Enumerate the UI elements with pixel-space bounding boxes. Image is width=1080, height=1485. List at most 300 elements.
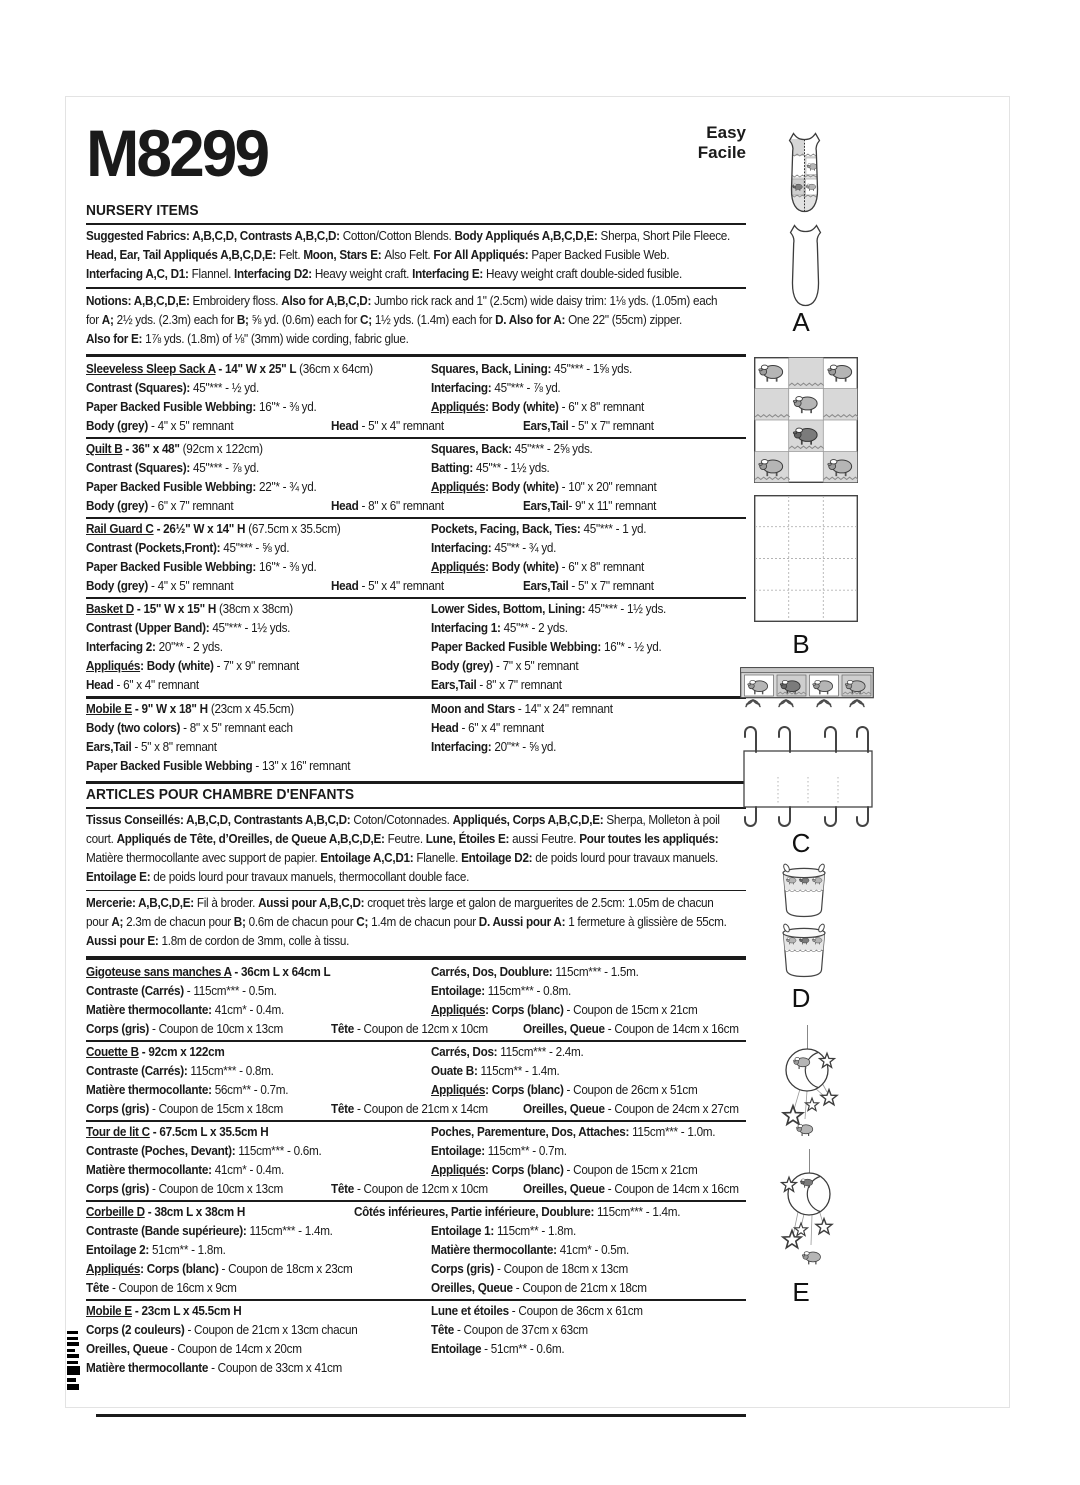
- spec-row: [86, 738, 746, 757]
- text-segment: - 36cm L x 64cm L: [231, 964, 331, 979]
- spec-cell: [431, 459, 724, 478]
- yardage-item-mobile-e: [86, 700, 746, 776]
- text-segment: - 13" x 16" remnant: [252, 758, 351, 773]
- text-segment: 20"** - ⅝ yd.: [494, 739, 557, 754]
- rail-guard-back-illustration: [742, 717, 875, 834]
- text-segment: Matière thermocollante:: [86, 1002, 215, 1017]
- spec-cell: [431, 558, 724, 577]
- text-segment: - 23cm L x 45.5cm H: [131, 1304, 242, 1319]
- text-segment: 45"*** - ½ yd.: [193, 380, 260, 395]
- text-segment: Appliqués: [431, 479, 486, 494]
- text-segment: 115cm** - 1.4m.: [480, 1063, 560, 1078]
- text-segment: Notions: A,B,C,D,E:: [86, 293, 193, 308]
- spec-cell: [86, 539, 407, 558]
- text-segment: - 14" x 24" remnant: [514, 701, 613, 716]
- spec-cell: [431, 1001, 724, 1020]
- text-segment: Contraste (Carrés): [86, 983, 184, 998]
- text-segment: Fil à broder.: [196, 896, 259, 911]
- text-segment: Contrast (Pockets,Front):: [86, 541, 224, 556]
- text-segment: 16"* - ⅜ yd.: [258, 560, 317, 575]
- text-segment: Appliqués de Tête, d’Oreilles, de Queue A,B,C,D,E:: [116, 831, 388, 846]
- text-segment: Body (grey): [431, 659, 494, 674]
- text-segment: 16"* - ⅜ yd.: [258, 399, 317, 414]
- figure-label-d: D: [791, 983, 811, 1013]
- text-segment: : Corps (blanc): [485, 1082, 564, 1097]
- text-segment: - 115cm*** - 0.5m.: [183, 983, 277, 998]
- text-segment: - Coupon de 14cm x 16cm: [604, 1021, 739, 1036]
- spec-cell: [86, 478, 407, 497]
- text-segment: - 6" x 8" remnant: [558, 560, 644, 575]
- text-segment: Paper Backed Fusible Webbing:: [431, 640, 604, 655]
- figure-label-a: A: [792, 307, 810, 337]
- spec-cell: [431, 1062, 724, 1081]
- text-segment: Mobile E: [86, 1304, 132, 1319]
- text-segment: Batting:: [431, 460, 476, 475]
- text-segment: Lower Sides, Bottom, Lining:: [431, 602, 589, 617]
- text-segment: Appliqués: [86, 659, 141, 674]
- spec-row: [86, 398, 746, 417]
- spec-cell: [86, 1142, 407, 1161]
- spec-row: [86, 1001, 746, 1020]
- text-segment: - Coupon de 18cm x 13cm: [494, 1262, 628, 1277]
- text-segment: - Coupon de 37cm x 63cm: [453, 1323, 588, 1338]
- text-segment: (36cm x 64cm): [299, 361, 373, 376]
- spec-cell: [523, 497, 730, 516]
- spec-cell: [86, 700, 407, 719]
- spec-cell: [331, 1100, 510, 1119]
- spec-cell: [331, 577, 510, 596]
- text-segment: - 15" W x 15" H: [133, 602, 220, 617]
- difficulty-badge: [698, 123, 746, 163]
- text-segment: Corps (gris): [431, 1262, 495, 1277]
- text-segment: Matière thermocollante avec support de papier.: [86, 850, 321, 865]
- divider: [86, 437, 746, 439]
- text-segment: - Coupon de 15cm x 21cm: [563, 1162, 698, 1177]
- spec-cell: [86, 417, 314, 436]
- text-segment: Contrast (Squares):: [86, 380, 194, 395]
- spec-cell: [86, 558, 407, 577]
- figure-label-b: B: [792, 629, 810, 659]
- text-segment: Appliqués: [431, 399, 486, 414]
- basket-front-illustration: [780, 863, 828, 924]
- text-segment: Contrast (Squares):: [86, 460, 194, 475]
- text-segment: 45"*** - 1½ yds.: [588, 602, 667, 617]
- text-segment: Entoilage:: [431, 983, 488, 998]
- text-segment: (92cm x 122cm): [182, 441, 263, 456]
- text-segment: Interfacing E:: [412, 267, 487, 281]
- text-segment: Aussi pour A,B,C,D:: [258, 896, 368, 911]
- spec-row: [86, 1302, 746, 1321]
- bottom-rule: [96, 1414, 746, 1416]
- text-segment: Paper Backed Fusible Webbing: [86, 758, 253, 773]
- text-segment: Aussi pour E:: [86, 934, 162, 949]
- spec-cell: [431, 1081, 724, 1100]
- spec-row: [86, 700, 746, 719]
- spec-row: [86, 360, 746, 379]
- text-line: [86, 265, 700, 284]
- pattern-envelope-back-sheet: [65, 96, 1010, 1408]
- text-segment: 22"* - ¾ yd.: [258, 479, 317, 494]
- text-segment: Mercerie: A,B,C,D,E:: [86, 896, 197, 911]
- spec-cell: [86, 1321, 407, 1340]
- divider: [86, 517, 746, 519]
- spec-cell: [431, 719, 724, 738]
- yardage-item-couette-b: [86, 1043, 746, 1119]
- text-segment: 51cm** - 1.8m.: [152, 1243, 226, 1258]
- spec-cell: [86, 1260, 407, 1279]
- french-fabrics-paragraph: [86, 811, 746, 887]
- text-segment: Tête: [331, 1101, 354, 1116]
- text-segment: Ears,Tail: [431, 678, 477, 693]
- text-segment: - 38cm L x 38cm H: [144, 1205, 246, 1220]
- text-segment: - 9" W x 18" H: [131, 701, 211, 716]
- text-segment: for: [86, 312, 102, 327]
- mobile-back-illustration: [776, 1149, 842, 1276]
- yardage-item-quilt-b: [86, 440, 746, 516]
- spec-row: [86, 1161, 746, 1180]
- pattern-number: M8299: [86, 116, 268, 190]
- text-segment: Tête: [431, 1323, 454, 1338]
- divider: [86, 1120, 746, 1122]
- text-segment: Interfacing D2:: [234, 267, 315, 281]
- sleep-sack-front-illustration: [781, 131, 828, 220]
- text-segment: Head: [331, 498, 359, 513]
- mobile-front-illustration: [774, 1025, 840, 1150]
- spec-row: [86, 1222, 746, 1241]
- text-line: [86, 227, 731, 246]
- spec-cell: [431, 1142, 724, 1161]
- text-segment: - 6" x 8" remnant: [558, 399, 644, 414]
- spec-cell: [523, 417, 730, 436]
- spec-cell: [86, 1340, 407, 1359]
- text-segment: - Coupon de 10cm x 13cm: [149, 1021, 283, 1036]
- spec-cell: [86, 1161, 407, 1180]
- text-segment: Ears,Tail: [523, 418, 569, 433]
- text-line: [86, 292, 718, 311]
- french-section-title: ARTICLES POUR CHAMBRE D'ENFANTS: [86, 786, 355, 803]
- figure-label-e: E: [792, 1277, 810, 1307]
- text-segment: Coton/Cotonnades.: [353, 812, 453, 827]
- spec-cell: [86, 1001, 407, 1020]
- text-segment: pour: [86, 915, 112, 930]
- spec-row: [86, 1123, 746, 1142]
- spec-row: [86, 478, 746, 497]
- quilt-front-illustration: [754, 357, 858, 488]
- spec-cell: [431, 1123, 724, 1142]
- text-segment: Matière thermocollante:: [86, 1162, 215, 1177]
- spec-cell: [86, 1302, 407, 1321]
- spec-cell: [86, 1043, 407, 1062]
- text-segment: D. Aussi pour A:: [478, 915, 569, 930]
- text-segment: - 5" x 4" remnant: [358, 418, 444, 433]
- spec-cell: [431, 1161, 724, 1180]
- text-segment: Entoilage: [431, 1342, 482, 1357]
- text-segment: 115cm*** - 2.4m.: [500, 1044, 584, 1059]
- spec-cell: [86, 1180, 314, 1199]
- text-segment: C;: [360, 312, 375, 327]
- figure-label-c: C: [791, 828, 811, 858]
- spec-cell: [86, 1241, 407, 1260]
- text-segment: Ears,Tail: [523, 579, 569, 594]
- text-segment: Heavy weight craft double-sided fusible.: [486, 267, 682, 281]
- text-segment: 115cm*** - 0.8m.: [190, 1063, 274, 1078]
- text-segment: Oreilles, Queue: [523, 1101, 605, 1116]
- text-segment: aussi Feutre.: [512, 831, 580, 846]
- text-segment: 115cm** - 0.7m.: [487, 1143, 567, 1158]
- text-segment: : Body (white): [485, 479, 559, 494]
- text-segment: - 6" x 4" remnant: [113, 678, 199, 693]
- text-segment: Ears,Tail: [86, 739, 132, 754]
- text-segment: Cotton/Cotton Blends.: [342, 229, 455, 243]
- spec-cell: [431, 1043, 724, 1062]
- spec-cell: [523, 1020, 739, 1039]
- text-segment: Entoilage 1:: [431, 1224, 498, 1239]
- text-segment: 45"*** - 1⅝ yds.: [554, 361, 632, 376]
- text-segment: Head: [331, 579, 359, 594]
- text-segment: Corps (gris): [86, 1181, 150, 1196]
- spec-cell: [523, 1180, 739, 1199]
- yardage-item-rail-guard-c: [86, 520, 746, 596]
- text-segment: 1 fermeture à glissière de 55cm.: [568, 915, 727, 930]
- text-segment: de poids lourd pour travaux manuels, thermocollant double face.: [153, 869, 470, 884]
- text-segment: - 6" x 4" remnant: [458, 720, 544, 735]
- text-segment: - Coupon de 12cm x 10cm: [353, 1021, 488, 1036]
- text-segment: Body (grey): [86, 418, 149, 433]
- text-segment: Moon, Stars E:: [303, 248, 385, 262]
- spec-cell: [86, 459, 407, 478]
- spec-cell: [86, 963, 407, 982]
- text-segment: Tête: [331, 1181, 354, 1196]
- spec-cell: [431, 619, 724, 638]
- text-segment: 1.4m de chacun pour: [371, 915, 479, 930]
- text-segment: 41cm* - 0.4m.: [214, 1162, 284, 1177]
- spec-cell: [431, 1260, 724, 1279]
- registration-mark-icon: [67, 1331, 80, 1390]
- spec-row: [86, 1100, 746, 1119]
- spec-cell: [431, 700, 724, 719]
- text-segment: Also for A,B,C,D:: [281, 293, 375, 308]
- text-segment: : Body (white): [140, 659, 214, 674]
- spec-row: [86, 676, 746, 695]
- yardage-item-mobile-e-fr: [86, 1302, 746, 1378]
- text-segment: 45"** - ¾ yd.: [494, 541, 557, 556]
- spec-cell: [331, 1180, 510, 1199]
- text-segment: Sleeveless Sleep Sack A: [86, 361, 216, 376]
- divider: [86, 597, 746, 599]
- text-segment: Jumbo rick rack and 1" (2.5cm) wide daisy trim: 1⅛ yds. (1.05m) each: [374, 293, 718, 308]
- text-segment: (38cm x 38cm): [219, 602, 293, 617]
- text-segment: Also Felt.: [384, 248, 434, 262]
- text-segment: Head, Ear, Tail Appliqués A,B,C,D,E:: [86, 248, 279, 262]
- text-segment: Suggested Fabrics: A,B,C,D, Contrasts A,B,C,D:: [86, 229, 343, 243]
- text-segment: Tête: [331, 1021, 354, 1036]
- spec-cell: [431, 1222, 724, 1241]
- text-segment: 45"*** - ⅝ yd.: [223, 541, 290, 556]
- spec-cell: [431, 478, 724, 497]
- text-segment: Appliqués: [431, 560, 486, 575]
- sleep-sack-back-illustration: [782, 223, 829, 314]
- spec-cell: [431, 1340, 724, 1359]
- text-segment: - 92cm x 122cm: [138, 1044, 225, 1059]
- text-segment: Head: [86, 678, 114, 693]
- spec-row: [86, 638, 746, 657]
- text-segment: - 14" W x 25" L: [215, 361, 300, 376]
- text-segment: Quilt B: [86, 441, 123, 456]
- spec-row: [86, 379, 746, 398]
- text-segment: Entoilage D2:: [461, 850, 536, 865]
- text-segment: Appliqués, Corps A,B,C,D,E:: [452, 812, 607, 827]
- text-segment: - Coupon de 36cm x 61cm: [508, 1304, 643, 1319]
- text-segment: 115cm*** - 1.5m.: [555, 964, 639, 979]
- spec-row: [86, 963, 746, 982]
- text-segment: - Coupon de 21cm x 18cm: [512, 1281, 647, 1296]
- text-segment: Pour toutes les appliqués:: [579, 831, 719, 846]
- text-segment: - 7" x 5" remnant: [493, 659, 579, 674]
- text-line: [86, 894, 714, 913]
- spec-row: [86, 1359, 746, 1378]
- text-segment: Oreilles, Queue: [523, 1181, 605, 1196]
- text-segment: - 4" x 5" remnant: [148, 418, 234, 433]
- spec-cell: [86, 657, 407, 676]
- french-block: [86, 781, 746, 1417]
- text-segment: Lune, Étoiles E:: [425, 831, 513, 846]
- spec-cell: [431, 398, 724, 417]
- text-segment: 115cm*** - 1.4m.: [249, 1224, 333, 1239]
- spec-cell: [86, 738, 407, 757]
- text-segment: Matière thermocollante: [86, 1361, 209, 1376]
- text-segment: court.: [86, 831, 117, 846]
- spec-cell: [354, 1203, 719, 1222]
- divider: [86, 807, 746, 809]
- spec-row: [86, 539, 746, 558]
- text-line: [86, 932, 700, 951]
- text-segment: (23cm x 45.5cm): [210, 701, 294, 716]
- text-segment: Interfacing:: [431, 739, 495, 754]
- text-segment: - 51cm** - 0.6m.: [481, 1342, 565, 1357]
- text-segment: Entoilage 2:: [86, 1243, 153, 1258]
- text-segment: A;: [111, 915, 127, 930]
- text-segment: - Coupon de 33cm x 41cm: [208, 1361, 343, 1376]
- spec-row: [86, 757, 746, 776]
- text-segment: Interfacing:: [431, 380, 495, 395]
- spec-row: [86, 1081, 746, 1100]
- divider-thick: [86, 354, 746, 357]
- spec-cell: [523, 1100, 739, 1119]
- text-segment: Gigoteuse sans manches A: [86, 964, 232, 979]
- text-segment: Appliqués: [431, 1002, 486, 1017]
- basket-back-illustration: [780, 923, 828, 984]
- text-segment: 45"** - 1½ yds.: [475, 460, 550, 475]
- text-segment: - Coupon de 26cm x 51cm: [563, 1082, 698, 1097]
- text-line: [86, 913, 727, 932]
- text-segment: Oreilles, Queue: [86, 1342, 168, 1357]
- text-segment: 20"** - 2 yds.: [158, 640, 223, 655]
- spec-cell: [86, 1123, 407, 1142]
- spec-cell: [331, 417, 510, 436]
- text-segment: 2½ yds. (2.3m) each for: [116, 312, 237, 327]
- text-segment: - 67.5cm L x 35.5cm H: [149, 1124, 269, 1139]
- text-segment: Contraste (Bande supérieure):: [86, 1224, 250, 1239]
- text-segment: 115cm*** - 1.0m.: [632, 1124, 716, 1139]
- text-segment: Paper Backed Fusible Web.: [531, 248, 670, 262]
- text-segment: - Coupon de 21cm x 14cm: [353, 1101, 488, 1116]
- text-segment: - Coupon de 15cm x 18cm: [149, 1101, 283, 1116]
- text-segment: - 8" x 5" remnant each: [180, 720, 293, 735]
- text-segment: Entoilage E:: [86, 869, 154, 884]
- text-segment: Squares, Back:: [431, 441, 515, 456]
- text-segment: 115cm** - 1.8m.: [497, 1224, 576, 1239]
- text-segment: Carrés, Dos, Doublure:: [431, 964, 556, 979]
- text-segment: Pockets, Facing, Back, Ties:: [431, 522, 584, 537]
- divider-thick: [86, 781, 746, 784]
- text-segment: - 8" x 7" remnant: [476, 678, 562, 693]
- text-segment: Côtés inférieures, Partie inférieure, Doublure:: [354, 1205, 598, 1220]
- text-segment: 115cm*** - 0.6m.: [238, 1143, 322, 1158]
- spec-cell: [86, 398, 407, 417]
- english-yardage-items: [86, 360, 746, 776]
- spec-cell: [431, 520, 724, 539]
- text-segment: Heavy weight craft.: [314, 267, 413, 281]
- text-segment: - Coupon de 18cm x 23cm: [218, 1262, 353, 1277]
- spec-cell: [86, 497, 314, 516]
- text-segment: : Body (white): [485, 399, 559, 414]
- text-segment: Contraste (Poches, Devant):: [86, 1143, 239, 1158]
- text-segment: 16"* - ½ yd.: [603, 640, 662, 655]
- text-segment: - Coupon de 24cm x 27cm: [604, 1101, 739, 1116]
- spec-row: [86, 657, 746, 676]
- text-segment: 45"*** - ⅞ yd.: [193, 460, 260, 475]
- text-segment: 45"** - 2 yds.: [503, 621, 568, 636]
- french-yardage-items: [86, 963, 746, 1379]
- spec-row: [86, 1260, 746, 1279]
- text-line: [86, 311, 700, 330]
- text-segment: Corbeille D: [86, 1205, 145, 1220]
- spec-cell: [86, 1359, 407, 1378]
- spec-row: [86, 1142, 746, 1161]
- spec-row: [86, 1062, 746, 1081]
- text-segment: 0.6m de chacun pour: [248, 915, 357, 930]
- text-segment: Appliqués: [86, 1262, 141, 1277]
- spec-cell: [86, 1020, 314, 1039]
- spec-cell: [431, 982, 724, 1001]
- text-segment: Flannel.: [191, 267, 235, 281]
- text-segment: - Coupon de 12cm x 10cm: [353, 1181, 488, 1196]
- text-segment: Squares, Back, Lining:: [431, 361, 555, 376]
- spec-row: [86, 459, 746, 478]
- yardage-item-sleep-sack-a: [86, 360, 746, 436]
- text-segment: : Corps (blanc): [485, 1002, 564, 1017]
- spec-cell: [86, 619, 407, 638]
- yardage-item-gigoteuse-a: [86, 963, 746, 1039]
- spec-cell: [86, 1081, 407, 1100]
- text-segment: Tour de lit C: [86, 1124, 150, 1139]
- spec-row: [86, 1020, 746, 1039]
- text-segment: - Coupon de 21cm x 13cm chacun: [184, 1323, 358, 1338]
- text-segment: Sherpa, Short Pile Fleece.: [600, 229, 731, 243]
- text-line: [86, 868, 700, 887]
- yardage-item-basket-d: [86, 600, 746, 695]
- divider: [86, 1200, 746, 1202]
- spec-row: [86, 558, 746, 577]
- spec-cell: [431, 657, 724, 676]
- text-segment: 115cm*** - 1.4m.: [597, 1205, 681, 1220]
- text-segment: 56cm** - 0.7m.: [214, 1082, 289, 1097]
- spec-row: [86, 1241, 746, 1260]
- text-segment: Entoilage:: [431, 1143, 488, 1158]
- spec-cell: [86, 719, 407, 738]
- text-segment: Corps (gris): [86, 1021, 150, 1036]
- text-segment: 1.8m de cordon de 3mm, colle à tissu.: [161, 934, 350, 949]
